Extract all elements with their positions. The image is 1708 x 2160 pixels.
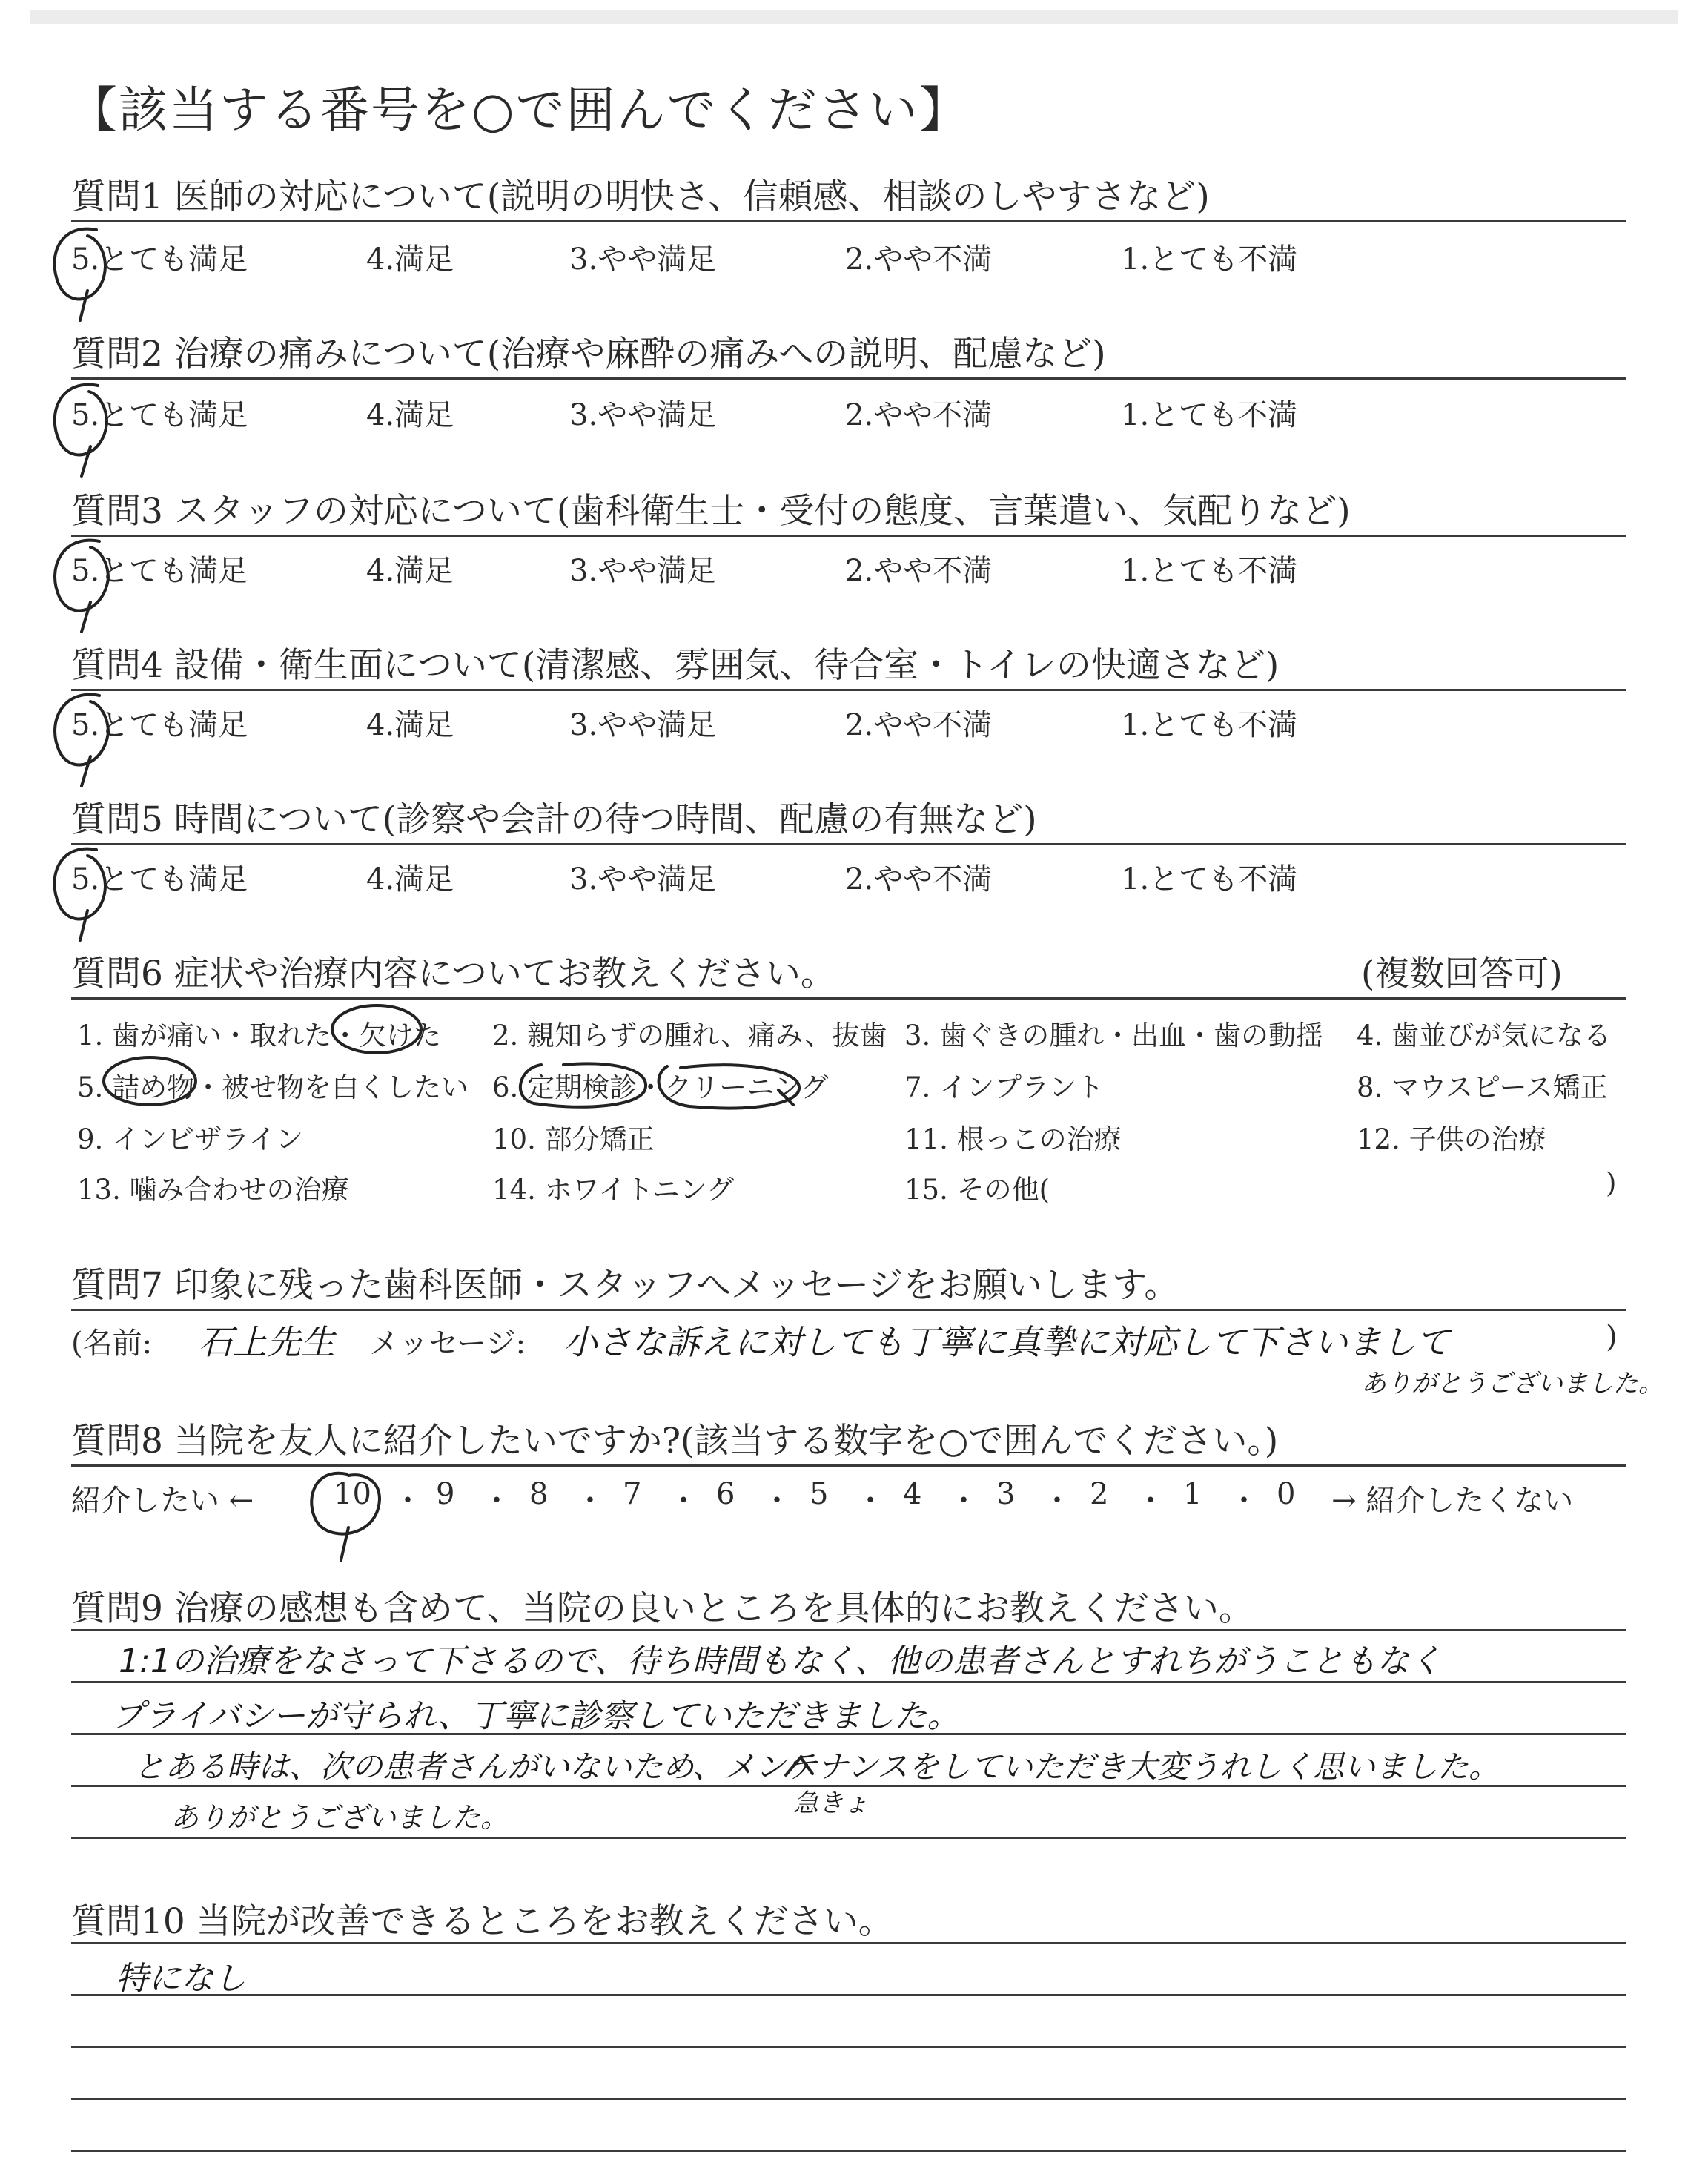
q9-insert-note[interactable]: 急きょ [793, 1789, 869, 1818]
q3-option-1[interactable]: 1.とても不満 [1121, 554, 1298, 588]
q8-scale-10[interactable]: 10 [334, 1477, 371, 1511]
rule [71, 997, 1626, 1000]
q8-scale-sep: ・ [1042, 1484, 1072, 1518]
rule [71, 535, 1626, 537]
q6-item-11[interactable]: 11. 根っこの治療 [904, 1123, 1122, 1155]
q8-scale-8[interactable]: 8 [529, 1477, 549, 1511]
q6-item-3[interactable]: 3. 歯ぐきの腫れ・出血・歯の動揺 [904, 1020, 1324, 1051]
q2-option-5[interactable]: 5.とても満足 [71, 398, 248, 432]
q6-item-13[interactable]: 13. 噛み合わせの治療 [77, 1174, 349, 1206]
q2-option-3[interactable]: 3.やや満足 [569, 398, 717, 432]
question-2-label: 質問2 治療の痛みについて(治療や麻酔の痛みへの説明、配慮など) [71, 334, 1106, 374]
q2-option-2[interactable]: 2.やや不満 [845, 398, 993, 432]
q5-option-5[interactable]: 5.とても満足 [71, 862, 248, 896]
q8-scale-sep: ・ [393, 1484, 423, 1518]
q6-item-6[interactable]: 6. 定期検診・クリーニング [492, 1071, 829, 1103]
question-9-label: 質問9 治療の感想も含めて、当院の良いところを具体的にお教えください。 [71, 1588, 1254, 1629]
q7-message-handwritten-continued[interactable]: ありがとうございました。 [1361, 1369, 1664, 1398]
q8-scale-1[interactable]: 1 [1183, 1477, 1202, 1511]
q4-option-1[interactable]: 1.とても不満 [1121, 708, 1298, 742]
q6-item-12[interactable]: 12. 子供の治療 [1357, 1123, 1546, 1155]
q5-option-3[interactable]: 3.やや満足 [569, 862, 717, 896]
q8-scale-5[interactable]: 5 [810, 1477, 829, 1511]
q6-item-9[interactable]: 9. インビザライン [77, 1123, 303, 1155]
q6-item-5[interactable]: 5. 詰め物・被せ物を白くしたい [77, 1071, 469, 1103]
question-3-label: 質問3 スタッフの対応について(歯科衛生士・受付の態度、言葉遣い、気配りなど) [71, 491, 1351, 532]
q4-option-3[interactable]: 3.やや満足 [569, 708, 717, 742]
q8-scale-sep: ・ [575, 1484, 605, 1518]
q9-answer-line-2[interactable]: プライバシーが守られ、丁寧に診察していただきました。 [111, 1697, 960, 1735]
q6-item-1[interactable]: 1. 歯が痛い・取れた・欠けた [77, 1020, 442, 1051]
q3-option-4[interactable]: 4.満足 [366, 554, 454, 588]
question-5-label: 質問5 時間について(診察や会計の待つ時間、配慮の有無など) [71, 799, 1037, 840]
rule [71, 1681, 1626, 1683]
q8-scale-7[interactable]: 7 [623, 1477, 642, 1511]
q8-right-label: → 紹介したくない [1331, 1484, 1574, 1518]
q1-option-3[interactable]: 3.やや満足 [569, 242, 717, 277]
rule [71, 1629, 1626, 1631]
question-8-label: 質問8 当院を友人に紹介したいですか?(該当する数字を○で囲んでください。) [71, 1421, 1279, 1462]
q2-option-4[interactable]: 4.満足 [366, 398, 454, 432]
q7-name-label: (名前: [71, 1327, 153, 1361]
q6-item-4[interactable]: 4. 歯並びが気になる [1357, 1020, 1612, 1051]
q1-option-1[interactable]: 1.とても不満 [1121, 242, 1298, 277]
q8-scale-9[interactable]: 9 [436, 1477, 455, 1511]
rule [71, 377, 1626, 380]
q8-scale-sep: ・ [949, 1484, 979, 1518]
scan-top-edge [30, 10, 1678, 24]
rule [71, 2150, 1626, 2152]
q8-scale-sep: ・ [855, 1484, 885, 1518]
q1-option-4[interactable]: 4.満足 [366, 242, 454, 277]
rule [71, 1733, 1626, 1735]
q6-item-10[interactable]: 10. 部分矯正 [492, 1123, 655, 1155]
rule [71, 2098, 1626, 2100]
question-7-label: 質問7 印象に残った歯科医師・スタッフへメッセージをお願いします。 [71, 1265, 1179, 1306]
q7-name-handwritten[interactable]: 石上先生 [199, 1322, 335, 1362]
q8-scale-sep: ・ [1136, 1484, 1165, 1518]
q8-scale-2[interactable]: 2 [1090, 1477, 1109, 1511]
q10-answer[interactable]: 特になし [116, 1960, 246, 1998]
q9-answer-line-1[interactable]: 1:1の治療をなさって下さるので、待ち時間もなく、他の患者さんとすれちがうこともなく [119, 1642, 1443, 1680]
q8-scale-sep: ・ [482, 1484, 512, 1518]
question-10-label: 質問10 当院が改善できるところをお教えください。 [71, 1901, 893, 1942]
q5-option-1[interactable]: 1.とても不満 [1121, 862, 1298, 896]
rule [71, 689, 1626, 691]
q7-close-paren: ) [1606, 1320, 1618, 1354]
q6-multi-answer-note: (複数回答可) [1361, 954, 1563, 994]
q8-scale-sep: ・ [762, 1484, 792, 1518]
rule [71, 843, 1626, 845]
q4-option-4[interactable]: 4.満足 [366, 708, 454, 742]
q8-scale-sep: ・ [669, 1484, 698, 1518]
q6-item-15-close-paren: ) [1606, 1167, 1617, 1199]
rule [71, 1464, 1626, 1467]
page-title: 【該当する番号を○で囲んでください】 [68, 82, 970, 139]
q6-item-7[interactable]: 7. インプラント [904, 1071, 1105, 1103]
q1-option-5[interactable]: 5.とても満足 [71, 242, 248, 277]
q9-answer-line-3[interactable]: とある時は、次の患者さんがいないため、メンテナンスをしていただき大変うれしく思いました。 [133, 1748, 1500, 1785]
q8-scale-4[interactable]: 4 [903, 1477, 922, 1511]
q8-scale-sep: ・ [1229, 1484, 1259, 1518]
rule [71, 2046, 1626, 2048]
rule [71, 1942, 1626, 1944]
rule [71, 1309, 1626, 1311]
q8-scale-3[interactable]: 3 [996, 1477, 1016, 1511]
question-1-label: 質問1 医師の対応について(説明の明快さ、信頼感、相談のしやすさなど) [71, 176, 1210, 217]
q6-item-14[interactable]: 14. ホワイトニング [492, 1174, 735, 1206]
q4-option-2[interactable]: 2.やや不満 [845, 708, 993, 742]
q6-item-2[interactable]: 2. 親知らずの腫れ、痛み、抜歯 [492, 1020, 887, 1051]
q2-option-1[interactable]: 1.とても不満 [1121, 398, 1298, 432]
rule [71, 220, 1626, 222]
q8-scale-0[interactable]: 0 [1277, 1477, 1296, 1511]
rule [71, 1837, 1626, 1839]
q8-scale-6[interactable]: 6 [716, 1477, 735, 1511]
q3-option-2[interactable]: 2.やや不満 [845, 554, 993, 588]
q8-left-label: 紹介したい ← [71, 1484, 254, 1518]
q5-option-2[interactable]: 2.やや不満 [845, 862, 993, 896]
question-4-label: 質問4 設備・衛生面について(清潔感、雰囲気、待合室・トイレの快適さなど) [71, 645, 1280, 686]
q4-option-5[interactable]: 5.とても満足 [71, 708, 248, 742]
q7-message-handwritten[interactable]: 小さな訴えに対しても丁寧に真摯に対応して下さいまして [563, 1322, 1450, 1362]
rule [71, 1994, 1626, 1996]
q3-option-3[interactable]: 3.やや満足 [569, 554, 717, 588]
q5-option-4[interactable]: 4.満足 [366, 862, 454, 896]
q3-option-5[interactable]: 5.とても満足 [71, 554, 248, 588]
q9-answer-line-4[interactable]: ありがとうございました。 [171, 1801, 509, 1834]
rule [71, 1785, 1626, 1787]
q6-item-8[interactable]: 8. マウスピース矯正 [1357, 1071, 1608, 1103]
q6-item-15[interactable]: 15. その他( [904, 1174, 1050, 1206]
q7-message-label: メッセージ: [369, 1327, 526, 1361]
question-6-label: 質問6 症状や治療内容についてお教えください。 [71, 954, 835, 994]
q1-option-2[interactable]: 2.やや不満 [845, 242, 993, 277]
